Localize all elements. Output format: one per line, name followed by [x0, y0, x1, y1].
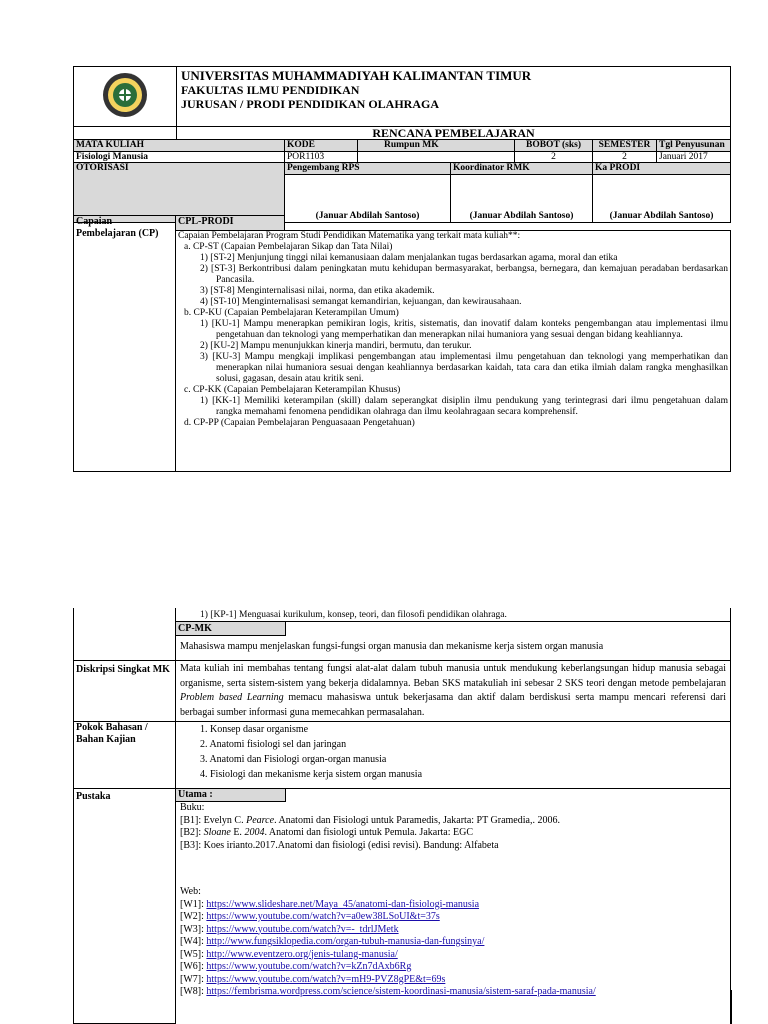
value-mata-kuliah: Fisiologi Manusia — [74, 152, 285, 164]
web-ref-item — [180, 974, 726, 987]
cpl-prodi-label: CPL-PRODI — [176, 216, 285, 231]
cpmk-text: Mahasiswa mampu menjelaskan fungsi-fungsi organ manusia dan mekanisme kerja sistem organ manusia — [180, 641, 604, 652]
cp-kk-item: 1) [KK-1] Memiliki keterampilan (skill) dalam seperangkat disiplin ilmu pendukung yang terintegrasi dari ilmu pengetahuan dalam rangka memahami fenomena pendidikan olahraga dan ilmu keolahragaan secara komprehensif. — [200, 395, 728, 417]
page2-table — [73, 608, 731, 1024]
col-bobot: BOBOT (sks) — [515, 140, 593, 152]
value-bobot: 2 — [515, 152, 593, 164]
col-tgl: Tgl Penyusunan — [657, 140, 731, 152]
pokok-item: 3. Anatomi dan Fisiologi organ-organ manusia — [200, 754, 387, 765]
b2-author: Sloane — [203, 827, 231, 838]
otorisasi-label: OTORISASI — [74, 163, 285, 223]
b2-pre: [B2]: — [180, 827, 204, 838]
cp-ku-item: 2) [KU-2] Mampu menunjukkan kinerja mandiri, bermutu, dan terukur. — [200, 340, 472, 351]
cpmk-label: CP-MK — [176, 622, 286, 636]
b1-post: . Anatomi dan Fisiologi untuk Paramedis, Jakarta: PT Gramedia,. 2006. — [274, 814, 560, 826]
cp-st-item: 3) [ST-8] Menginternalisasi nilai, norma, dan etika akademik. — [200, 285, 435, 296]
b1-pre: [B1]: Evelyn C. — [180, 814, 247, 826]
web-label: Web: — [180, 886, 201, 897]
university-logo-icon — [102, 72, 148, 118]
web-ref-list — [180, 899, 726, 999]
cp-intro: Capaian Pembelajaran Program Studi Pendidikan Matematika yang terkait mata kuliah**: — [178, 230, 521, 241]
web-ref-item — [180, 911, 726, 924]
utama-label: Utama : — [176, 789, 286, 802]
cp-st-title: a. CP-ST (Capaian Pembelajaran Sikap dan Tata Nilai) — [184, 241, 393, 252]
col-kode: KODE — [285, 140, 358, 152]
cp-label: Capaian Pembelajaran (CP) — [74, 216, 176, 472]
web-ref-link[interactable]: https://www.youtube.com/watch?v=kZn7dAxb6Rg — [206, 961, 412, 972]
pokok-label: Pokok Bahasan / Bahan Kajian — [74, 722, 176, 789]
book-ref-1 — [180, 815, 726, 828]
logo-cell — [74, 67, 177, 127]
pokok-item: 4. Fisiologi dan mekanisme kerja sistem organ manusia — [200, 769, 423, 780]
value-kode: POR1103 — [285, 152, 358, 164]
web-ref-item — [180, 949, 726, 962]
b1-author: Pearce — [246, 814, 275, 826]
page2-left-border — [73, 990, 74, 1024]
web-ref-item — [180, 899, 726, 912]
kaprodi-label: Ka PRODI — [593, 163, 731, 175]
pengembang-name: (Januar Abdilah Santoso) — [315, 211, 420, 221]
b2-year: 2004 — [244, 827, 265, 838]
web-ref-tag: [W6]: — [180, 961, 207, 972]
pokok-list — [176, 722, 731, 789]
course-info-table — [73, 139, 731, 164]
kp-cell — [176, 608, 731, 622]
web-ref-item — [180, 961, 726, 974]
deskripsi-label: Diskripsi Singkat MK — [74, 661, 176, 722]
cp-ku-item: 3) [KU-3] Mampu mengkaji implikasi pengembangan atau implementasi ilmu pengetahuan dan teknologi yang memperhatikan dan menerapkan nilai humaniora sesuai dengan keahliannya berdasarkan kaidah, tata cara dan etika ilmiah dalam rangka menghasilkan solusi, gagasan, desain atau kritik seni. — [200, 351, 728, 384]
web-ref-tag: [W5]: — [180, 948, 207, 960]
web-ref-link[interactable]: http://www.eventzero.org/jenis-tulang-manusia/ — [206, 948, 398, 960]
web-ref-item — [180, 936, 726, 949]
faculty-name: FAKULTAS ILMU PENDIDIKAN — [181, 83, 360, 97]
cp-table — [73, 215, 731, 472]
web-ref-tag: [W7]: — [180, 973, 207, 985]
web-ref-tag: [W1]: — [180, 898, 207, 910]
deskripsi-text — [176, 661, 731, 722]
document-title: RENCANA PEMBELAJARAN — [177, 127, 731, 141]
header-table — [73, 66, 731, 141]
kaprodi-name: (Januar Abdilah Santoso) — [609, 211, 714, 221]
book-ref-3: [B3]: Koes irianto.2017.Anatomi dan fisiologi (edisi revisi). Bandung: Alfabeta — [180, 839, 499, 851]
department-name: JURUSAN / PRODI PENDIDIKAN OLAHRAGA — [181, 97, 440, 111]
cp-kk-title: c. CP-KK (Capaian Pembelajaran Keterampilan Khusus) — [184, 384, 401, 395]
buku-label: Buku: — [180, 802, 205, 813]
deskripsi-post: memacu mahasiswa untuk bekerjasama dan aktif dalam berdiskusi serta mampu mencari referensi dari berbagai sumber informasi guna memecahkan permasalahan. — [180, 692, 726, 718]
pokok-item: 2. Anatomi fisiologi sel dan jaringan — [200, 739, 347, 750]
koordinator-label: Koordinator RMK — [451, 163, 593, 175]
deskripsi-method: Problem based Learning — [180, 692, 284, 703]
value-semester: 2 — [593, 152, 657, 164]
cpmk-cell — [176, 622, 731, 661]
otorisasi-table — [73, 162, 731, 223]
pustaka-content — [176, 789, 731, 1024]
col-semester: SEMESTER — [593, 140, 657, 152]
cp-st-item: 1) [ST-2] Menjunjung tinggi nilai kemanusiaan dalam menjalankan tugas berdasarkan agama, moral dan etika — [200, 252, 618, 263]
koordinator-name: (Januar Abdilah Santoso) — [469, 211, 574, 221]
cp-st-item: 2) [ST-3] Berkontribusi dalam peningkatan mutu kehidupan bermasyarakat, berbangsa, bernegara, dan kemajuan peradaban berdasarkan Pancasila. — [200, 263, 728, 285]
web-ref-tag: [W3]: — [180, 923, 207, 935]
cp-ku-item: 1) [KU-1] Mampu menerapkan pemikiran logis, kritis, sistematis, dan inovatif dalam konteks pengembangan atau implementasi ilmu pengetahuan dan teknologi yang memperhatikan dan menerapkan nilai humaniora yang sesuai dengan bidang keahliannya. — [200, 318, 728, 340]
pustaka-label: Pustaka — [74, 789, 176, 1024]
web-ref-tag: [W4]: — [180, 936, 207, 947]
web-ref-item — [180, 924, 726, 937]
book-ref-2 — [180, 827, 726, 840]
col-rumpun: Rumpun MK — [358, 140, 515, 152]
b2-mid: E. — [230, 827, 245, 838]
deskripsi-pre: Mata kuliah ini membahas tentang fungsi alat-alat dalam tubuh manusia untuk mendukung keberlangsungan hidup manusia sebagai organisme, serta sistem-sistem yang bekerja didalamnya. Beban SKS matakuliah ini sebesar 2 SKS teori dengan metode pembelajaran — [180, 663, 726, 689]
cp-pp-title: d. CP-PP (Capaian Pembelajaran Penguasaaan Pengetahuan) — [184, 417, 415, 428]
cp-content — [176, 230, 731, 471]
pengembang-label: Pengembang RPS — [285, 163, 451, 175]
web-ref-link[interactable]: http://www.fungsiklopedia.com/organ-tubuh-manusia-dan-fungsinya/ — [206, 936, 485, 947]
web-ref-tag: [W2]: — [180, 911, 207, 922]
web-ref-link[interactable]: https://www.slideshare.net/Maya_45/anatomi-dan-fisiologi-manusia — [206, 898, 480, 910]
pokok-item: 1. Konsep dasar organisme — [200, 724, 309, 735]
cp-kp-item: 1) [KP-1] Menguasai kurikulum, konsep, teori, dan filosofi pendidikan olahraga. — [200, 610, 507, 620]
web-ref-link[interactable]: https://www.youtube.com/watch?v=mH9-PVZ8gPE&t=69s — [206, 973, 446, 985]
university-name: UNIVERSITAS MUHAMMADIYAH KALIMANTAN TIMUR — [181, 68, 532, 83]
cp-ku-title: b. CP-KU (Capaian Pembelajaran Keterampilan Umum) — [184, 307, 399, 318]
value-tgl: Januari 2017 — [657, 152, 731, 164]
col-mata-kuliah: MATA KULIAH — [74, 140, 285, 152]
web-ref-item — [180, 986, 726, 999]
web-ref-link[interactable]: https://www.youtube.com/watch?v=-_tdrlJMetk — [206, 923, 399, 935]
page2-right-border — [731, 990, 732, 1024]
web-ref-link[interactable]: https://fembrisma.wordpress.com/science/sistem-koordinasi-manusia/sistem-saraf-pada-manusia/ — [206, 986, 596, 997]
cp-st-item: 4) [ST-10] Menginternalisasi semangat kemandirian, kejuangan, dan kewirausahaan. — [200, 296, 522, 307]
web-ref-tag: [W8]: — [180, 986, 207, 997]
b2-post: . Anatomi dan fisiologi untuk Pemula. Jakarta: EGC — [264, 827, 474, 838]
web-ref-link[interactable]: https://www.youtube.com/watch?v=a0ew38LSoUI&t=37s — [206, 911, 440, 922]
